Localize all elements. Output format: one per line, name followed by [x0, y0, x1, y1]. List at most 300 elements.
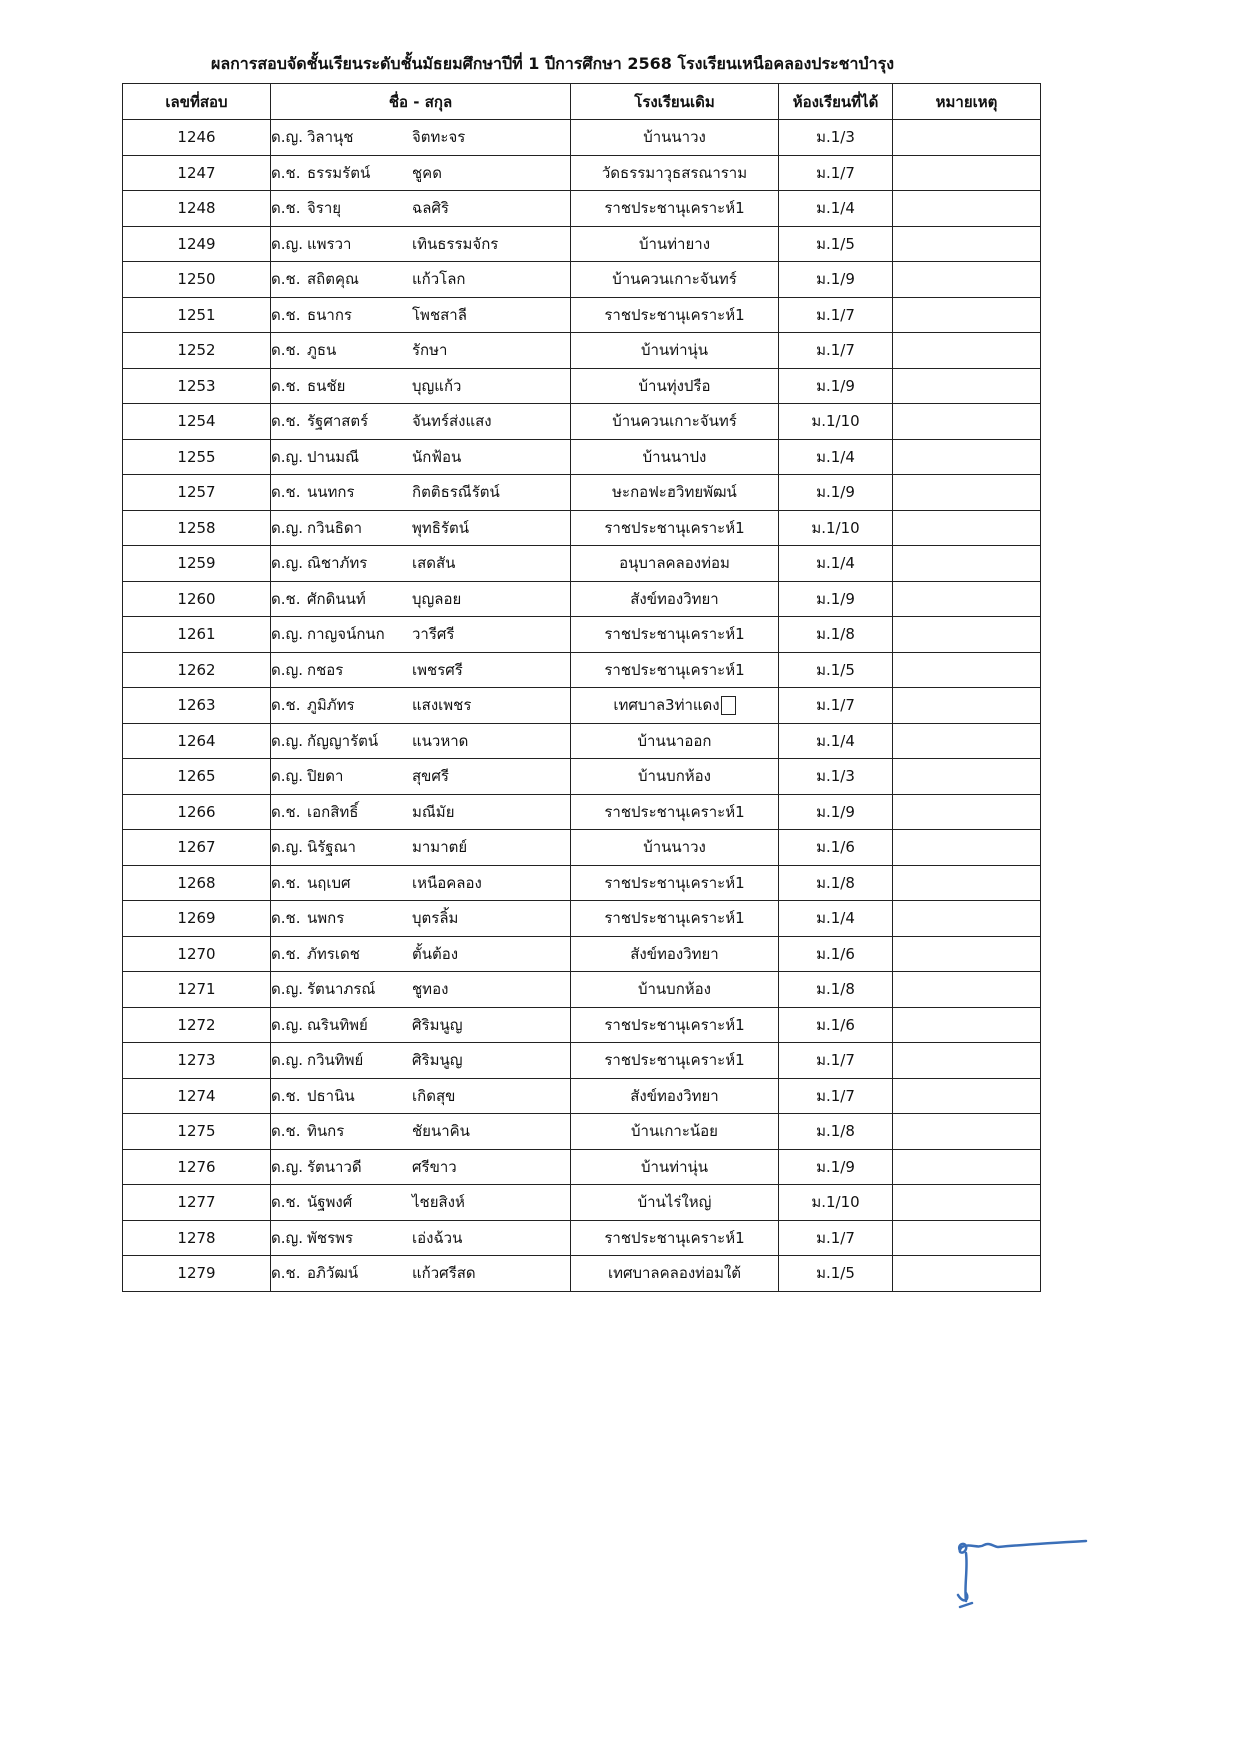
full-name-cell	[271, 262, 571, 298]
first-name: ภัทรเดช	[307, 944, 360, 963]
previous-school-text: บ้านบกห้อง	[637, 767, 712, 786]
assigned-room-cell: ม.1/4	[779, 546, 893, 582]
full-name-cell	[271, 581, 571, 617]
exam-number-cell: 1251	[123, 297, 271, 333]
previous-school-text: เทศบาล3ท่าแดง	[613, 696, 720, 715]
table-row	[123, 936, 1041, 972]
previous-school-text: ษะกอฟะฮวิทยพัฒน์	[612, 483, 737, 502]
last-name: กิตติธรณีรัตน์	[412, 483, 500, 502]
assigned-room-cell: ม.1/9	[779, 794, 893, 830]
exam-number-cell: 1261	[123, 617, 271, 653]
remarks-cell	[893, 1114, 1041, 1150]
exam-number-cell: 1248	[123, 191, 271, 227]
last-name: แก้วโลก	[412, 270, 466, 289]
full-name-cell	[271, 333, 571, 369]
name-prefix: ด.ช.	[271, 1193, 301, 1212]
first-name: วิลานุช	[307, 128, 354, 147]
first-name: กัญญารัตน์	[307, 731, 379, 750]
previous-school-text: ราชประชานุเคราะห์1	[604, 660, 745, 679]
assigned-room-cell: ม.1/9	[779, 581, 893, 617]
exam-number-cell: 1276	[123, 1149, 271, 1185]
assigned-room-cell: ม.1/8	[779, 617, 893, 653]
previous-school-text: บ้านควนเกาะจันทร์	[612, 270, 737, 289]
remarks-cell	[893, 617, 1041, 653]
table-row	[123, 1007, 1041, 1043]
exam-number-cell: 1268	[123, 865, 271, 901]
name-prefix: ด.ช.	[271, 909, 301, 928]
previous-school-cell	[571, 120, 779, 156]
exam-number-cell: 1255	[123, 439, 271, 475]
last-name: เหนือคลอง	[412, 873, 482, 892]
table-row	[123, 510, 1041, 546]
assigned-room-cell: ม.1/9	[779, 262, 893, 298]
last-name: เสดสัน	[412, 554, 456, 573]
last-name: บุตรลิ้ม	[412, 909, 459, 928]
first-name: กวินธิดา	[307, 518, 363, 537]
table-body	[123, 120, 1041, 1292]
exam-number-cell: 1258	[123, 510, 271, 546]
previous-school-text: ราชประชานุเคราะห์1	[604, 305, 745, 324]
first-name: สถิตคุณ	[307, 270, 359, 289]
first-name: นิรัฐณา	[307, 838, 356, 857]
name-prefix: ด.ญ.	[271, 1051, 304, 1070]
first-name: ธนากร	[307, 305, 352, 324]
remarks-cell	[893, 439, 1041, 475]
remarks-cell	[893, 1149, 1041, 1185]
table-header-row	[123, 84, 1041, 120]
table-row	[123, 723, 1041, 759]
remarks-cell	[893, 1185, 1041, 1221]
previous-school-text: บ้านท่ายาง	[638, 234, 711, 253]
name-prefix: ด.ช.	[271, 802, 301, 821]
exam-number-cell: 1262	[123, 652, 271, 688]
previous-school-text: บ้านนาออก	[637, 731, 712, 750]
previous-school-cell	[571, 652, 779, 688]
name-prefix: ด.ช.	[271, 412, 301, 431]
first-name: กชอร	[307, 660, 344, 679]
full-name-cell	[271, 475, 571, 511]
assigned-room-cell: ม.1/9	[779, 475, 893, 511]
assigned-room-cell: ม.1/10	[779, 404, 893, 440]
document-title: ผลการสอบจัดชั้นเรียนระดับชั้นมัธยมศึกษาปีที่ 1 ปีการศึกษา 2568 โรงเรียนเหนือคลองประชาบำรุง	[210, 54, 895, 73]
full-name-cell	[271, 652, 571, 688]
remarks-cell	[893, 333, 1041, 369]
name-prefix: ด.ช.	[271, 199, 301, 218]
full-name-cell	[271, 901, 571, 937]
table-row	[123, 226, 1041, 262]
previous-school-text: ราชประชานุเคราะห์1	[604, 1051, 745, 1070]
assigned-room-cell: ม.1/7	[779, 333, 893, 369]
exam-number-cell: 1260	[123, 581, 271, 617]
remarks-cell	[893, 830, 1041, 866]
exam-number-cell: 1279	[123, 1256, 271, 1292]
exam-number-cell: 1272	[123, 1007, 271, 1043]
exam-number-cell: 1274	[123, 1078, 271, 1114]
remarks-cell	[893, 1220, 1041, 1256]
full-name-cell	[271, 1256, 571, 1292]
first-name: รัตนาภรณ์	[307, 980, 376, 999]
exam-number-cell: 1247	[123, 155, 271, 191]
header-exam-number: เลขที่สอบ	[123, 84, 271, 120]
full-name-cell	[271, 865, 571, 901]
assigned-room-cell: ม.1/4	[779, 191, 893, 227]
first-name: แพรวา	[307, 234, 352, 253]
remarks-cell	[893, 226, 1041, 262]
name-prefix: ด.ช.	[271, 589, 301, 608]
last-name: นักฟ้อน	[412, 447, 462, 466]
results-table	[122, 83, 1041, 1292]
last-name: จิตทะจร	[412, 128, 466, 147]
table-row	[123, 901, 1041, 937]
first-name: ปิยดา	[307, 767, 344, 786]
table-row	[123, 1256, 1041, 1292]
remarks-cell	[893, 475, 1041, 511]
last-name: ชูคด	[412, 163, 442, 182]
table-row	[123, 120, 1041, 156]
header-assigned-room: ห้องเรียนที่ได้	[779, 84, 893, 120]
exam-number-cell: 1278	[123, 1220, 271, 1256]
previous-school-text: ราชประชานุเคราะห์1	[604, 802, 745, 821]
name-prefix: ด.ญ.	[271, 128, 304, 147]
previous-school-cell	[571, 404, 779, 440]
name-prefix: ด.ช.	[271, 944, 301, 963]
table-row	[123, 1220, 1041, 1256]
header-previous-school: โรงเรียนเดิม	[571, 84, 779, 120]
exam-number-cell: 1269	[123, 901, 271, 937]
last-name: สุขศรี	[412, 767, 449, 786]
name-prefix: ด.ญ.	[271, 838, 304, 857]
previous-school-text: บ้านไร่ใหญ่	[637, 1193, 712, 1212]
assigned-room-cell: ม.1/5	[779, 226, 893, 262]
name-prefix: ด.ญ.	[271, 980, 304, 999]
full-name-cell	[271, 688, 571, 724]
previous-school-cell	[571, 1078, 779, 1114]
table-row	[123, 688, 1041, 724]
table-row	[123, 191, 1041, 227]
name-prefix: ด.ช.	[271, 1086, 301, 1105]
previous-school-cell	[571, 617, 779, 653]
last-name: แสงเพชร	[412, 696, 472, 715]
table-row	[123, 1078, 1041, 1114]
previous-school-text: บ้านเกาะน้อย	[631, 1122, 718, 1141]
last-name: แก้วศรีสด	[412, 1264, 476, 1283]
assigned-room-cell: ม.1/4	[779, 439, 893, 475]
previous-school-text: ราชประชานุเคราะห์1	[604, 909, 745, 928]
previous-school-text: บ้านนาวง	[643, 128, 706, 147]
last-name: ไชยสิงห์	[412, 1193, 465, 1212]
last-name: ตั้นต้อง	[412, 944, 459, 963]
first-name: อภิวัฒน์	[307, 1264, 359, 1283]
previous-school-cell	[571, 581, 779, 617]
remarks-cell	[893, 901, 1041, 937]
exam-number-cell: 1265	[123, 759, 271, 795]
full-name-cell	[271, 404, 571, 440]
previous-school-cell	[571, 865, 779, 901]
exam-number-cell: 1266	[123, 794, 271, 830]
name-prefix: ด.ญ.	[271, 518, 304, 537]
table-row	[123, 1185, 1041, 1221]
name-prefix: ด.ญ.	[271, 234, 304, 253]
last-name: บุญลอย	[412, 589, 462, 608]
previous-school-text: บ้านควนเกาะจันทร์	[612, 412, 737, 431]
previous-school-cell	[571, 297, 779, 333]
full-name-cell	[271, 1078, 571, 1114]
last-name: จันทร์ส่งแสง	[412, 412, 492, 431]
full-name-cell	[271, 191, 571, 227]
assigned-room-cell: ม.1/7	[779, 1220, 893, 1256]
assigned-room-cell: ม.1/7	[779, 297, 893, 333]
table-row	[123, 617, 1041, 653]
exam-number-cell: 1271	[123, 972, 271, 1008]
full-name-cell	[271, 297, 571, 333]
remarks-cell	[893, 936, 1041, 972]
first-name: ภูมิภัทร	[307, 696, 355, 715]
first-name: นนทกร	[307, 483, 355, 502]
assigned-room-cell: ม.1/3	[779, 120, 893, 156]
last-name: เอ่งฉ้วน	[412, 1228, 463, 1247]
remarks-cell	[893, 865, 1041, 901]
first-name: ศักดินนท์	[307, 589, 366, 608]
previous-school-text: ราชประชานุเคราะห์1	[604, 1015, 745, 1034]
first-name: กาญจน์กนก	[307, 625, 385, 644]
name-prefix: ด.ช.	[271, 270, 301, 289]
full-name-cell	[271, 1185, 571, 1221]
remarks-cell	[893, 688, 1041, 724]
previous-school-text: อนุบาลคลองท่อม	[619, 554, 730, 573]
assigned-room-cell: ม.1/8	[779, 972, 893, 1008]
last-name: พุทธิรัตน์	[412, 518, 469, 537]
table-row	[123, 1114, 1041, 1150]
previous-school-cell	[571, 972, 779, 1008]
previous-school-cell	[571, 439, 779, 475]
table-row	[123, 439, 1041, 475]
assigned-room-cell: ม.1/7	[779, 688, 893, 724]
table-row	[123, 830, 1041, 866]
previous-school-cell	[571, 1220, 779, 1256]
remarks-cell	[893, 368, 1041, 404]
full-name-cell	[271, 368, 571, 404]
full-name-cell	[271, 723, 571, 759]
previous-school-cell	[571, 901, 779, 937]
first-name: นฤเบศ	[307, 873, 351, 892]
exam-number-cell: 1257	[123, 475, 271, 511]
previous-school-text: สังข์ทองวิทยา	[630, 589, 719, 608]
previous-school-text: สังข์ทองวิทยา	[630, 1086, 719, 1105]
name-prefix: ด.ช.	[271, 696, 301, 715]
assigned-room-cell: ม.1/4	[779, 723, 893, 759]
first-name: ธรรมรัตน์	[307, 163, 371, 182]
table-row	[123, 865, 1041, 901]
exam-number-cell: 1264	[123, 723, 271, 759]
previous-school-cell	[571, 333, 779, 369]
assigned-room-cell: ม.1/7	[779, 1078, 893, 1114]
table-row	[123, 155, 1041, 191]
assigned-room-cell: ม.1/6	[779, 936, 893, 972]
exam-number-cell: 1275	[123, 1114, 271, 1150]
remarks-cell	[893, 652, 1041, 688]
previous-school-cell	[571, 1149, 779, 1185]
remarks-cell	[893, 1078, 1041, 1114]
last-name: มามาตย์	[412, 838, 468, 857]
previous-school-cell	[571, 191, 779, 227]
handwritten-signature	[950, 1535, 1100, 1625]
table-row	[123, 794, 1041, 830]
remarks-cell	[893, 723, 1041, 759]
full-name-cell	[271, 1114, 571, 1150]
last-name: มณีมัย	[412, 802, 455, 821]
last-name: ชูทอง	[412, 980, 449, 999]
first-name: ปธานิน	[307, 1086, 355, 1105]
assigned-room-cell: ม.1/8	[779, 1114, 893, 1150]
first-name: รัตนาวดี	[307, 1157, 362, 1176]
first-name: จิรายุ	[307, 199, 342, 218]
table-row	[123, 475, 1041, 511]
assigned-room-cell: ม.1/3	[779, 759, 893, 795]
header-full-name: ชื่อ - สกุล	[271, 84, 571, 120]
name-prefix: ด.ช.	[271, 163, 301, 182]
previous-school-text: บ้านท่านุ่น	[640, 341, 709, 360]
previous-school-cell	[571, 794, 779, 830]
previous-school-cell	[571, 1043, 779, 1079]
previous-school-text: ราชประชานุเคราะห์1	[604, 625, 745, 644]
name-prefix: ด.ญ.	[271, 447, 304, 466]
first-name: ทินกร	[307, 1122, 345, 1141]
previous-school-cell	[571, 226, 779, 262]
assigned-room-cell: ม.1/6	[779, 1007, 893, 1043]
assigned-room-cell: ม.1/10	[779, 510, 893, 546]
assigned-room-cell: ม.1/5	[779, 652, 893, 688]
table-row	[123, 581, 1041, 617]
full-name-cell	[271, 546, 571, 582]
exam-number-cell: 1253	[123, 368, 271, 404]
assigned-room-cell: ม.1/5	[779, 1256, 893, 1292]
full-name-cell	[271, 1007, 571, 1043]
first-name: พัชรพร	[307, 1228, 354, 1247]
table-row	[123, 333, 1041, 369]
first-name: ณิชาภัทร	[307, 554, 368, 573]
name-prefix: ด.ญ.	[271, 767, 304, 786]
previous-school-text: บ้านท่านุ่น	[640, 1157, 709, 1176]
assigned-room-cell: ม.1/7	[779, 1043, 893, 1079]
exam-number-cell: 1277	[123, 1185, 271, 1221]
previous-school-text: บ้านนาวง	[643, 838, 706, 857]
assigned-room-cell: ม.1/4	[779, 901, 893, 937]
remarks-cell	[893, 581, 1041, 617]
previous-school-cell	[571, 475, 779, 511]
name-prefix: ด.ญ.	[271, 731, 304, 750]
previous-school-cell	[571, 155, 779, 191]
full-name-cell	[271, 1220, 571, 1256]
exam-number-cell: 1252	[123, 333, 271, 369]
remarks-cell	[893, 1043, 1041, 1079]
exam-number-cell: 1259	[123, 546, 271, 582]
full-name-cell	[271, 439, 571, 475]
last-name: บุญแก้ว	[412, 376, 462, 395]
last-name: เทินธรรมจักร	[412, 234, 499, 253]
first-name: นัฐพงศ์	[307, 1193, 353, 1212]
previous-school-text: ราชประชานุเคราะห์1	[604, 1228, 745, 1247]
full-name-cell	[271, 120, 571, 156]
previous-school-cell	[571, 262, 779, 298]
full-name-cell	[271, 830, 571, 866]
exam-number-cell: 1263	[123, 688, 271, 724]
remarks-cell	[893, 1007, 1041, 1043]
empty-box-glyph	[721, 696, 736, 715]
exam-number-cell: 1254	[123, 404, 271, 440]
full-name-cell	[271, 1043, 571, 1079]
name-prefix: ด.ช.	[271, 341, 301, 360]
previous-school-text: บ้านนาปง	[642, 447, 707, 466]
last-name: วารีศรี	[412, 625, 455, 644]
full-name-cell	[271, 794, 571, 830]
previous-school-cell	[571, 1007, 779, 1043]
remarks-cell	[893, 120, 1041, 156]
last-name: แนวหาด	[412, 731, 469, 750]
last-name: ชัยนาคิน	[412, 1122, 470, 1141]
first-name: นพกร	[307, 909, 345, 928]
last-name: เพชรศรี	[412, 660, 463, 679]
previous-school-cell	[571, 510, 779, 546]
remarks-cell	[893, 794, 1041, 830]
name-prefix: ด.ช.	[271, 483, 301, 502]
full-name-cell	[271, 510, 571, 546]
assigned-room-cell: ม.1/7	[779, 155, 893, 191]
previous-school-cell	[571, 368, 779, 404]
exam-number-cell: 1267	[123, 830, 271, 866]
name-prefix: ด.ช.	[271, 376, 301, 395]
first-name: ปานมณี	[307, 447, 360, 466]
exam-number-cell: 1249	[123, 226, 271, 262]
remarks-cell	[893, 404, 1041, 440]
name-prefix: ด.ญ.	[271, 554, 304, 573]
last-name: ฉลศิริ	[412, 199, 449, 218]
first-name: ภูธน	[307, 341, 337, 360]
table-row	[123, 652, 1041, 688]
previous-school-cell	[571, 830, 779, 866]
previous-school-cell	[571, 936, 779, 972]
name-prefix: ด.ช.	[271, 1264, 301, 1283]
first-name: เอกสิทธิ์	[307, 802, 359, 821]
last-name: ศิริมนูญ	[412, 1051, 463, 1070]
exam-number-cell: 1246	[123, 120, 271, 156]
assigned-room-cell: ม.1/8	[779, 865, 893, 901]
full-name-cell	[271, 759, 571, 795]
header-remarks: หมายเหตุ	[893, 84, 1041, 120]
remarks-cell	[893, 262, 1041, 298]
last-name: รักษา	[412, 341, 448, 360]
table-row	[123, 759, 1041, 795]
previous-school-cell	[571, 1114, 779, 1150]
last-name: ศรีขาว	[412, 1157, 457, 1176]
previous-school-cell	[571, 759, 779, 795]
exam-number-cell: 1273	[123, 1043, 271, 1079]
remarks-cell	[893, 510, 1041, 546]
full-name-cell	[271, 936, 571, 972]
remarks-cell	[893, 1256, 1041, 1292]
remarks-cell	[893, 759, 1041, 795]
assigned-room-cell: ม.1/10	[779, 1185, 893, 1221]
last-name: ศิริมนูญ	[412, 1015, 463, 1034]
table-row	[123, 546, 1041, 582]
assigned-room-cell: ม.1/6	[779, 830, 893, 866]
name-prefix: ด.ช.	[271, 873, 301, 892]
full-name-cell	[271, 155, 571, 191]
exam-number-cell: 1270	[123, 936, 271, 972]
name-prefix: ด.ญ.	[271, 1157, 304, 1176]
table-row	[123, 1043, 1041, 1079]
full-name-cell	[271, 617, 571, 653]
last-name: เกิดสุข	[412, 1086, 456, 1105]
